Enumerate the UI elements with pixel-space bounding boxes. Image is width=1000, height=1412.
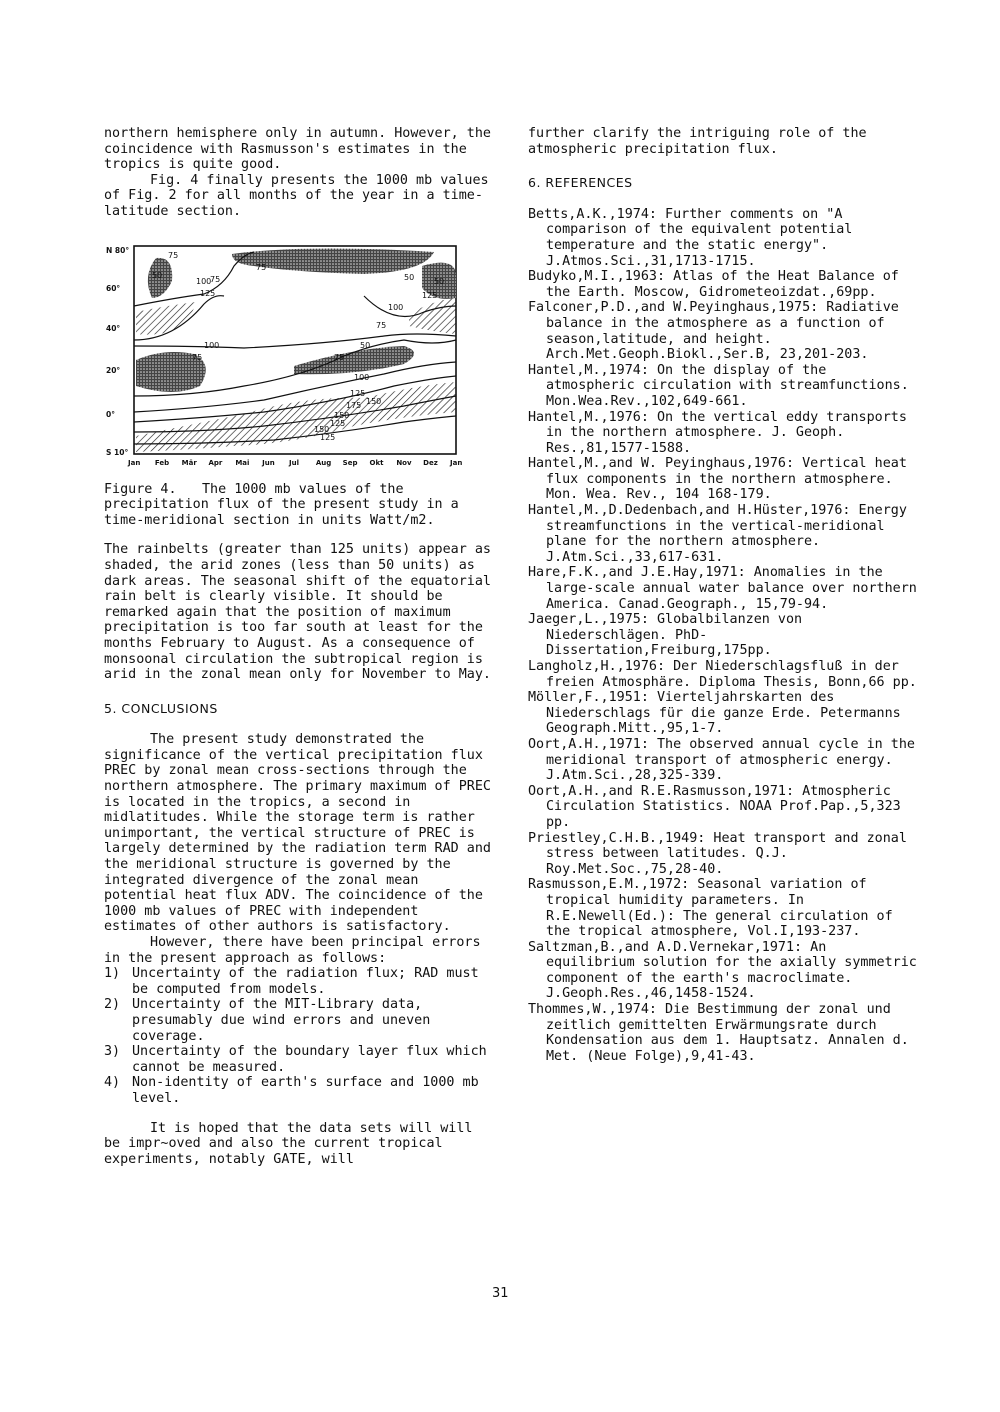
month-tick-label: Nov (396, 458, 412, 467)
contour-value-label: 100 (204, 340, 220, 350)
month-tick-label: Okt (369, 458, 384, 467)
list-item-number: 2) (104, 997, 121, 1013)
list-item (104, 997, 494, 1044)
conclusions-paragraph-2: However, there have been principal errors in the present approach as follows: (104, 935, 481, 966)
contour-value-label: 75 (376, 320, 387, 330)
contour-value-label: 125 (320, 432, 336, 442)
reference-item: Hantel,M.,1974: On the display of the atmospheric circulation with streamfunctions. Mon.Wea.Rev.,102,649-661. (528, 362, 909, 409)
reference-item: Möller,F.,1951: Vierteljahrskarten des Niederschlags für die ganze Erde. Petermanns Geograph.Mitt.,95,1-7. (528, 690, 901, 737)
latitude-tick-label: N 80° (106, 245, 130, 255)
reference-item: Budyko,M.I.,1963: Atlas of the Heat Balance of the Earth. Moscow, Gidrometeoizdat.,69pp. (528, 269, 899, 300)
caption-text: The 1000 mb values of the precipitation flux of the present study in a time-meridional section in units Watt/m2. (104, 481, 459, 528)
latitude-tick-label: 60° (106, 283, 121, 293)
month-tick-label: Dez (423, 458, 438, 467)
reference-item: Hantel,M.,D.Dedenbach,and H.Hüster,1976: Energy streamfunctions in the vertical-meridional plane for the northern atmosphere. J.Atm.Sci.,33,617-631. (528, 503, 907, 565)
month-tick-label: Jan (450, 458, 463, 467)
left-column (104, 126, 494, 1167)
contour-value-label: 175 (346, 400, 362, 410)
contour-value-label: 150 (314, 424, 330, 434)
month-tick-label: Aug (315, 458, 332, 467)
latitude-tick-label: S 10° (106, 447, 129, 457)
figure-caption (104, 482, 494, 529)
reference-item: Falconer,P.D.,and W.Peyinghaus,1975: Radiative balance in the atmosphere as a function of season,latitude, and height. Arch.Met.Geoph.Biokl.,Ser.B, 23,201-203. (528, 300, 899, 363)
contour-value-label: 100 (354, 372, 370, 382)
reference-item: Thommes,W.,1974: Die Bestimmung der zonal und zeitlich gemittelten Erwärmungsrate durch Kondensation aus dem 1. Hauptsatz. Annalen d. Met. (Neue Folge),9,41-43. (528, 1002, 909, 1064)
contour-value-label: 125 (350, 388, 366, 398)
intro-paragraph: northern hemisphere only in autumn. However, the coincidence with Rasmusson's estimates in the tropics is quite good. (104, 126, 491, 173)
caption-label: Figure 4. (104, 481, 177, 497)
contour-value-label: 50 (404, 272, 415, 282)
reference-item: Betts,A.K.,1974: Further comments on "A comparison of the equivalent potential temperature and the static energy". J.Atmos.Sci.,31,1713-1715. (528, 206, 853, 269)
section-5-heading: 5. CONCLUSIONS (104, 700, 218, 716)
contour-value-label: 150 (334, 410, 350, 420)
reference-item: Jaeger,L.,1975: Globalbilanzen von Niederschlägen. PhD-Dissertation,Freiburg,175pp. (528, 612, 803, 659)
errors-list (104, 966, 494, 1106)
contour-value-label: 100 (196, 276, 212, 286)
list-item (104, 1044, 494, 1075)
reference-item: Rasmusson,E.M.,1972: Seasonal variation of tropical humidity parameters. In R.E.Newell(Ed.): The general circulation of the tropical atmosphere, Vol.I,193-237. (528, 877, 893, 940)
contour-value-label: 50 (360, 340, 371, 350)
reference-item: Hantel,M.,and W. Peyinghaus,1976: Vertical heat flux components in the northern atmosphere. Mon. Wea. Rev., 104 168-179. (528, 456, 907, 503)
contour-value-label: 75 (256, 262, 267, 272)
contour-value-label: 75 (192, 352, 203, 362)
arid-area-right (294, 346, 414, 374)
rain-belt-midlat-west (136, 302, 196, 335)
contour-value-label: 125 (200, 288, 216, 298)
contour-value-label: 125 (330, 418, 346, 428)
latitude-tick-label: 20° (106, 365, 121, 375)
list-item (104, 1075, 494, 1106)
latitude-tick-label: 0° (106, 409, 115, 419)
reference-item: Hare,F.K.,and J.E.Hay,1971: Anomalies in the large-scale annual water balance over northern America. Canad.Geograph., 15,79-94. (528, 565, 917, 612)
figure-4 (104, 236, 494, 476)
month-tick-label: Apr (208, 458, 223, 467)
reference-item: Saltzman,B.,and A.D.Vernekar,1971: An equilibrium solution for the axially symmetric component of the earth's macroclimate. J.Geoph.Res.,46,1458-1524. (528, 939, 917, 1002)
rain-belt-midlat-east (409, 298, 456, 334)
contour-value-label: 75 (168, 250, 179, 260)
list-item-text: Uncertainty of the MIT-Library data, presumably due wind errors and uneven coverage. (132, 997, 431, 1044)
list-item-number: 4) (104, 1075, 121, 1091)
reference-item: Oort,A.H.,and R.E.Rasmusson,1971: Atmospheric Circulation Statistics. NOAA Prof.Pap.,5,323 pp. (528, 783, 901, 830)
reference-item: Oort,A.H.,1971: The observed annual cycle in the meridional transport of atmospheric energy. J.Atm.Sci.,28,325-339. (528, 736, 915, 784)
list-item (104, 966, 494, 997)
month-tick-label: Mär (181, 458, 197, 467)
right-column (528, 126, 920, 1064)
reference-item: Hantel,M.,1976: On the vertical eddy transports in the northern atmosphere. J. Geoph. Res.,81,1577-1588. (528, 409, 907, 456)
list-item-text: Uncertainty of the boundary layer flux which cannot be measured. (132, 1044, 487, 1075)
contour-value-label: 100 (388, 302, 404, 312)
list-item-text: Uncertainty of the radiation flux; RAD must be computed from models. (132, 966, 479, 997)
section-6-heading: 6. REFERENCES (528, 175, 633, 191)
figure-4-chart (104, 236, 494, 476)
month-tick-label: Sep (342, 458, 358, 467)
reference-item: Priestley,C.H.B.,1949: Heat transport and zonal stress between latitudes. Q.J. Roy.Met.Soc.,75,28-40. (528, 830, 907, 877)
conclusions-paragraph-1: The present study demonstrated the significance of the vertical precipitation flux PREC by zonal mean cross-sections through the northern atmosphere. The primary maximum of PREC is located in the tropics, a second in midlatitudes. While the storage term is rather unimportant, the vertical structure of PREC is largely determined by the radiation term RAD and the meridional structure is governed by the integrated divergence of the zonal mean potential heat flux ADV. The coincidence of the 1000 mb values of PREC with independent estimates of other authors is satisfactory. (104, 732, 491, 935)
contour-value-label: 125 (422, 290, 438, 300)
closing-paragraph: It is hoped that the data sets will will be impr~oved and also the current tropical experiments, notably GATE, will (104, 1120, 473, 1167)
references-list (528, 207, 920, 1065)
reference-item: Langholz,H.,1976: Der Niederschlagsfluß in der freien Atmosphäre. Diploma Thesis, Bonn,66 pp. (528, 659, 917, 690)
month-tick-label: Jan (128, 458, 141, 467)
fig4-paragraph: Fig. 4 finally presents the 1000 mb values of Fig. 2 for all months of the year in a time-latitude section. (104, 172, 489, 219)
rainbelts-paragraph: The rainbelts (greater than 125 units) appear as shaded, the arid zones (less than 50 units) as dark areas. The seasonal shift of the equatorial rain belt is clearly visible. It should be remarked again that the position of maximum precipitation is too far south at least for the months February to August. As a consequence of monsoonal circulation the subtropical region is arid in the zonal mean only for November to May. (104, 542, 491, 683)
month-tick-label: Feb (154, 458, 170, 467)
list-item-text: Non-identity of earth's surface and 1000 mb level. (132, 1075, 479, 1106)
month-tick-label: Mai (235, 458, 250, 467)
contour-value-label: 75 (334, 352, 345, 362)
contour-value-label: 75 (210, 274, 221, 284)
contour-value-label: 50 (152, 270, 163, 280)
list-item-number: 3) (104, 1044, 121, 1060)
month-tick-label: Jun (262, 458, 275, 467)
month-tick-label: Jul (289, 458, 299, 467)
latitude-tick-label: 40° (106, 323, 121, 333)
list-item-number: 1) (104, 966, 121, 982)
contour-value-label: 150 (366, 396, 382, 406)
contour-value-label: 50 (434, 276, 445, 286)
page-number: 31 (492, 1286, 509, 1301)
continuation-paragraph: further clarify the intriguing role of the atmospheric precipitation flux. (528, 126, 867, 157)
